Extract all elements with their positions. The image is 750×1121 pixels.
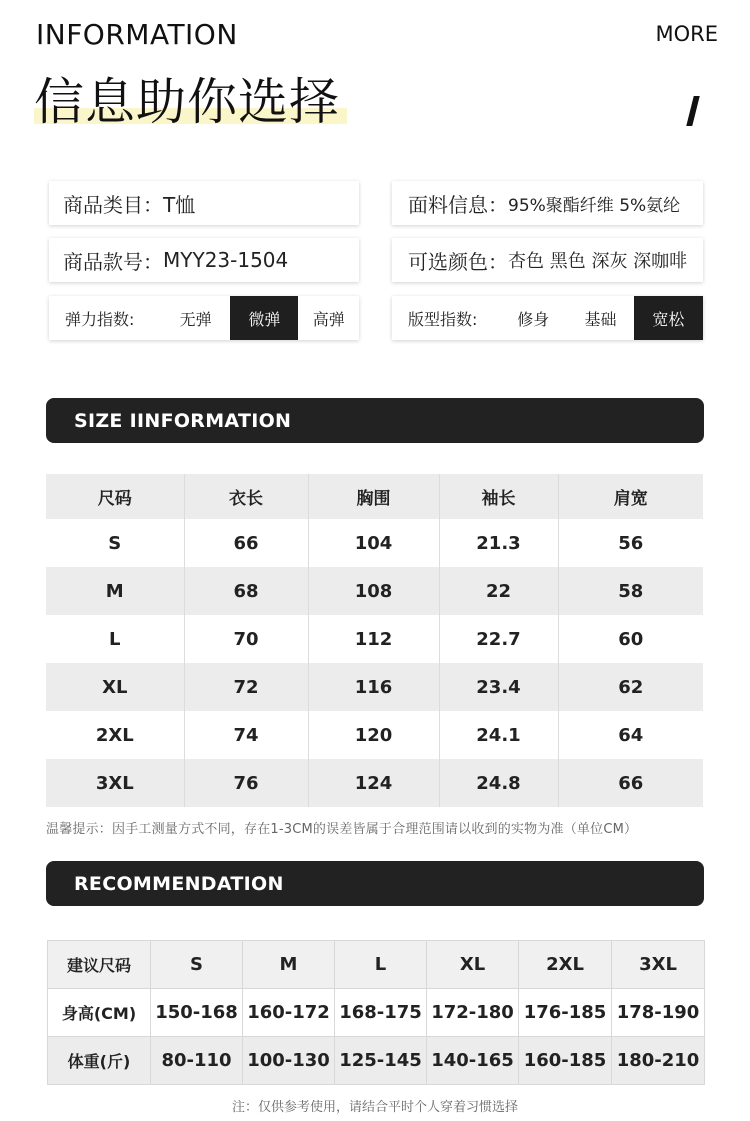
elasticity-label: 弹力指数: (65, 309, 135, 329)
table-cell: 22 (439, 567, 558, 615)
header-cell: 衣长 (184, 474, 308, 519)
header-cell: 尺码 (46, 474, 184, 519)
fit-option-slim[interactable]: 修身 (517, 309, 550, 329)
table-cell: 66 (558, 759, 703, 807)
table-cell: M (46, 567, 184, 615)
table-cell: 180-210 (612, 1037, 705, 1085)
table-cell: 176-185 (519, 989, 612, 1037)
table-cell: 3XL (612, 941, 705, 989)
table-cell: 120 (308, 711, 439, 759)
style-no-label: 商品款号： (63, 249, 163, 274)
fit-label: 版型指数: (408, 309, 478, 329)
table-cell: 72 (184, 663, 308, 711)
more-link[interactable]: MORE (655, 22, 718, 46)
table-cell: 23.4 (439, 663, 558, 711)
material-label: 面料信息： (408, 192, 508, 217)
table-cell: 56 (558, 519, 703, 567)
table-cell: 80-110 (151, 1037, 243, 1085)
table-row (48, 941, 705, 989)
info-material (392, 181, 703, 225)
style-no-value: MYY23-1504 (163, 248, 289, 272)
header-cell: 肩宽 (558, 474, 703, 519)
table-cell: 124 (308, 759, 439, 807)
elasticity-option-none[interactable]: 无弹 (179, 309, 212, 329)
header-cell: 胸围 (308, 474, 439, 519)
recommendation-banner: RECOMMENDATION (46, 861, 704, 906)
table-cell: 70 (184, 615, 308, 663)
fit-option-regular[interactable]: 基础 (584, 309, 617, 329)
table-cell: 64 (558, 711, 703, 759)
row-header-cell: 体重(斤) (48, 1037, 151, 1085)
table-cell: 140-165 (427, 1037, 519, 1085)
section-title-en: INFORMATION (36, 18, 238, 51)
info-category (49, 181, 359, 225)
material-value: 95%聚酯纤维 5%氨纶 (508, 195, 681, 216)
table-cell: 21.3 (439, 519, 558, 567)
category-value: T恤 (163, 192, 196, 217)
fit-option-loose[interactable]: 宽松 (634, 296, 703, 340)
table-cell: 112 (308, 615, 439, 663)
table-cell: 62 (558, 663, 703, 711)
elasticity-selector (49, 296, 359, 340)
table-cell: L (335, 941, 427, 989)
table-row (46, 759, 703, 807)
table-cell: S (151, 941, 243, 989)
table-row (46, 519, 703, 567)
table-cell: 178-190 (612, 989, 705, 1037)
table-row (48, 989, 705, 1037)
info-style-no (49, 238, 359, 282)
table-cell: 100-130 (243, 1037, 335, 1085)
table-cell: S (46, 519, 184, 567)
table-cell: M (243, 941, 335, 989)
recommendation-table (47, 940, 705, 1085)
category-label: 商品类目： (63, 192, 163, 217)
table-cell: 2XL (519, 941, 612, 989)
elasticity-option-high[interactable]: 高弹 (312, 309, 345, 329)
table-row (48, 1037, 705, 1085)
table-cell: XL (427, 941, 519, 989)
table-cell: 24.1 (439, 711, 558, 759)
table-cell: 68 (184, 567, 308, 615)
table-cell: 125-145 (335, 1037, 427, 1085)
table-cell: 172-180 (427, 989, 519, 1037)
table-cell: 22.7 (439, 615, 558, 663)
table-cell: 24.8 (439, 759, 558, 807)
table-row (46, 567, 703, 615)
table-cell: 108 (308, 567, 439, 615)
table-row (46, 615, 703, 663)
table-cell: 66 (184, 519, 308, 567)
info-colors (392, 238, 703, 282)
header-cell: 袖长 (439, 474, 558, 519)
elasticity-option-slight[interactable]: 微弹 (230, 296, 298, 340)
size-table (46, 474, 703, 807)
row-header-cell: 身高(CM) (48, 989, 151, 1037)
table-cell: 160-185 (519, 1037, 612, 1085)
fit-selector (392, 296, 703, 340)
table-cell: 168-175 (335, 989, 427, 1037)
table-cell: 74 (184, 711, 308, 759)
table-cell: 58 (558, 567, 703, 615)
table-cell: 76 (184, 759, 308, 807)
table-cell: 116 (308, 663, 439, 711)
table-cell: 160-172 (243, 989, 335, 1037)
row-header-cell: 建议尺码 (48, 941, 151, 989)
section-title-zh: 信息助你选择 (34, 73, 340, 131)
table-cell: XL (46, 663, 184, 711)
table-cell: L (46, 615, 184, 663)
table-cell: 3XL (46, 759, 184, 807)
slash-decoration (686, 96, 699, 126)
colors-label: 可选颜色： (408, 249, 508, 274)
table-cell: 2XL (46, 711, 184, 759)
colors-value: 杏色 黑色 深灰 深咖啡 (508, 251, 688, 272)
recommendation-note: 注：仅供参考使用，请结合平时个人穿着习惯选择 (231, 1100, 518, 1115)
size-note: 温馨提示：因手工测量方式不同，存在1-3CM的误差皆属于合理范围请以收到的实物为准（单位CM） (46, 822, 638, 837)
size-info-banner: SIZE IINFORMATION (46, 398, 704, 443)
table-row (46, 711, 703, 759)
size-table-header (46, 474, 703, 519)
table-cell: 150-168 (151, 989, 243, 1037)
table-cell: 60 (558, 615, 703, 663)
table-cell: 104 (308, 519, 439, 567)
table-row (46, 663, 703, 711)
